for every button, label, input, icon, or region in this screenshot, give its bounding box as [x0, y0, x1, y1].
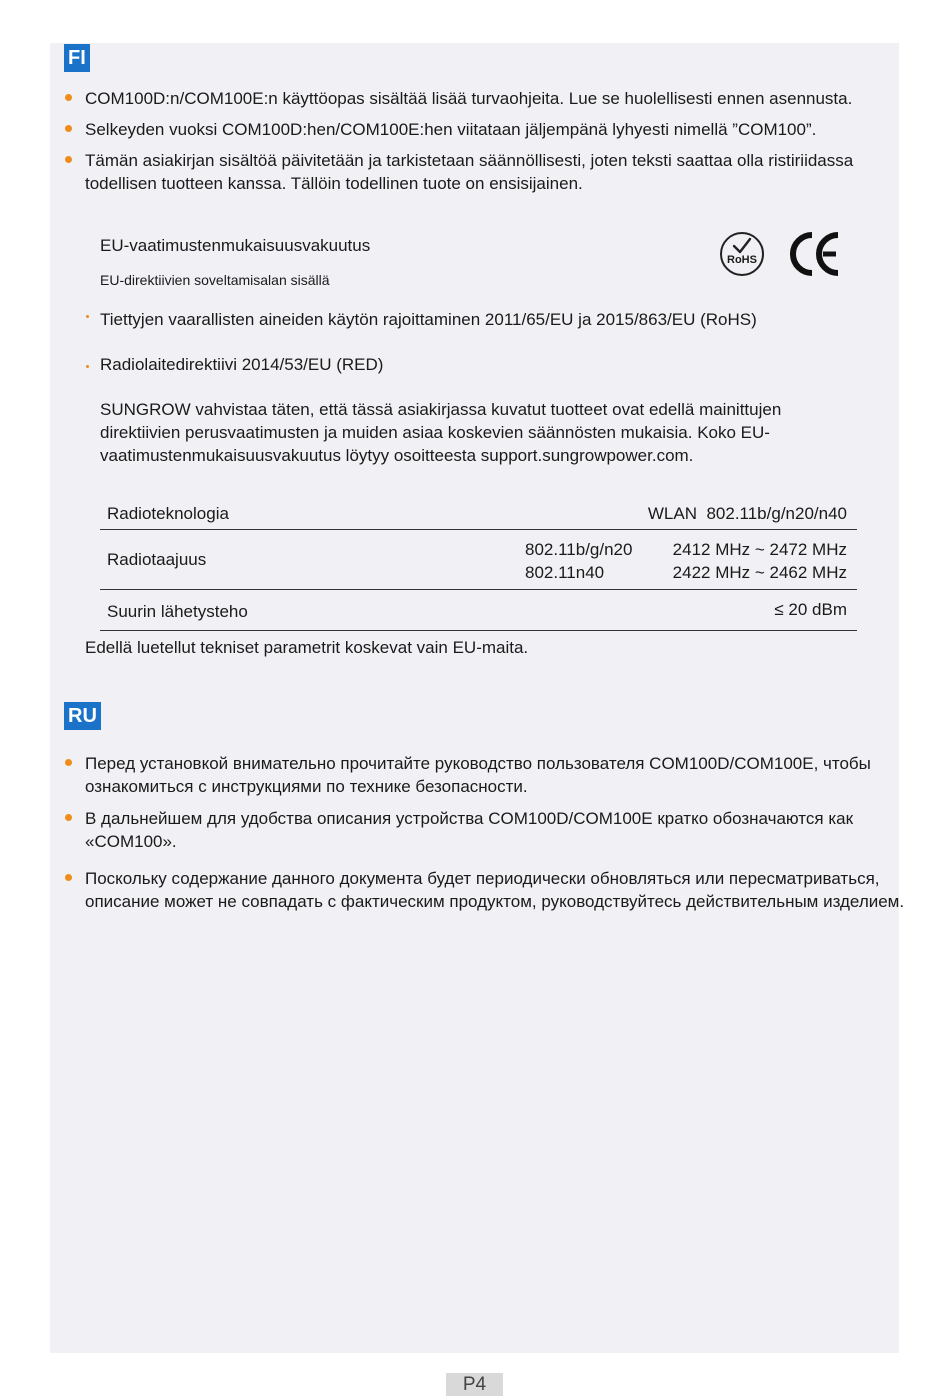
language-badge-ru: RU [64, 702, 101, 730]
bullet-text: COM100D:n/COM100E:n käyttöopas sisältää lisää turvaohjeita. Lue se huolellisesti ennen asennusta. [85, 89, 853, 108]
conformity-statement: SUNGROW vahvistaa täten, että tässä asiakirjassa kuvatut tuotteet ovat edellä mainittujen direktiivien perusvaatimusten ja muiden asiaa koskevien säännösten mukaisia. Koko EU-vaatimustenmukaisuusvakuutus löytyy osoitteesta support.sungrowpower.com. [100, 400, 782, 465]
list-item [85, 149, 895, 195]
bullet-dot-icon [65, 874, 72, 881]
radio-freq-label: Radiotaajuus [107, 550, 207, 569]
directive-rohs: Tiettyjen vaarallisten aineiden käytön rajoittaminen 2011/65/EU ja 2015/863/EU (RoHS) [100, 310, 757, 329]
list-item [85, 807, 915, 853]
bullet-text: Поскольку содержание данного документа будет периодически обновляться или пересматриваться, описание может не совпадать с фактическим продуктом, руководствуйтесь действительным изделием. [85, 869, 905, 911]
max-power-value: ≤ 20 dBm [774, 600, 847, 619]
list-item [85, 87, 895, 110]
max-power-label: Suurin lähetysteho [107, 602, 248, 621]
freq-mode-2: 802.11n40 [525, 563, 605, 582]
bullet-text: Перед установкой внимательно прочитайте руководство пользователя COM100D/COM100E, чтобы ознакомиться с инструкциями по технике безопасности. [85, 754, 871, 796]
directive-dot-icon [86, 315, 89, 318]
list-item [85, 867, 915, 913]
list-item [85, 752, 915, 798]
radio-tech-label: Radioteknologia [107, 504, 229, 523]
declaration-title: EU-vaatimustenmukaisuusvakuutus [100, 236, 371, 255]
bullet-dot-icon [65, 94, 72, 101]
bullet-dot-icon [65, 125, 72, 132]
fi-bullet-list [85, 87, 895, 195]
bullet-dot-icon [65, 759, 72, 766]
table-row [100, 590, 857, 631]
bullet-text: В дальнейшем для удобства описания устройства COM100D/COM100E кратко обозначаются как «COM100». [85, 809, 854, 851]
radio-spec-table [100, 501, 857, 631]
directive-red: Radiolaitedirektiivi 2014/53/EU (RED) [100, 355, 384, 374]
language-badge-fi: FI [64, 44, 90, 72]
radio-tech-value: WLAN 802.11b/g/n20/n40 [647, 504, 847, 523]
bullet-dot-icon [65, 156, 72, 163]
eu-note: Edellä luetellut tekniset parametrit koskevat vain EU-maita. [85, 638, 529, 657]
table-row [100, 530, 857, 590]
bullet-text: Selkeyden vuoksi COM100D:hen/COM100E:hen viitataan jäljempänä lyhyesti nimellä ”COM100”. [85, 120, 817, 139]
page-number: P4 [446, 1373, 503, 1396]
content-panel [50, 43, 905, 1353]
table-row [100, 501, 857, 530]
freq-range-2: 2422 MHz ~ 2462 MHz [672, 563, 847, 582]
rohs-mark-icon [720, 232, 764, 276]
bullet-text: Tämän asiakirjan sisältöä päivitetään ja tarkistetaan säännöllisesti, joten teksti saattaa olla ristiriidassa todellisen tuotteen kanssa. Tällöin todellinen tuote on ensisijainen. [85, 151, 854, 193]
list-item [85, 118, 895, 141]
bullet-dot-icon [65, 814, 72, 821]
freq-range-1: 2412 MHz ~ 2472 MHz [672, 540, 847, 559]
directive-dot-icon [86, 365, 89, 368]
freq-mode-1: 802.11b/g/n20 [525, 540, 633, 559]
declaration-scope: EU-direktiivien soveltamisalan sisällä [100, 272, 330, 288]
rohs-label: RoHS [727, 254, 757, 266]
ru-bullet-list [85, 752, 915, 913]
ce-mark-icon [790, 231, 842, 277]
